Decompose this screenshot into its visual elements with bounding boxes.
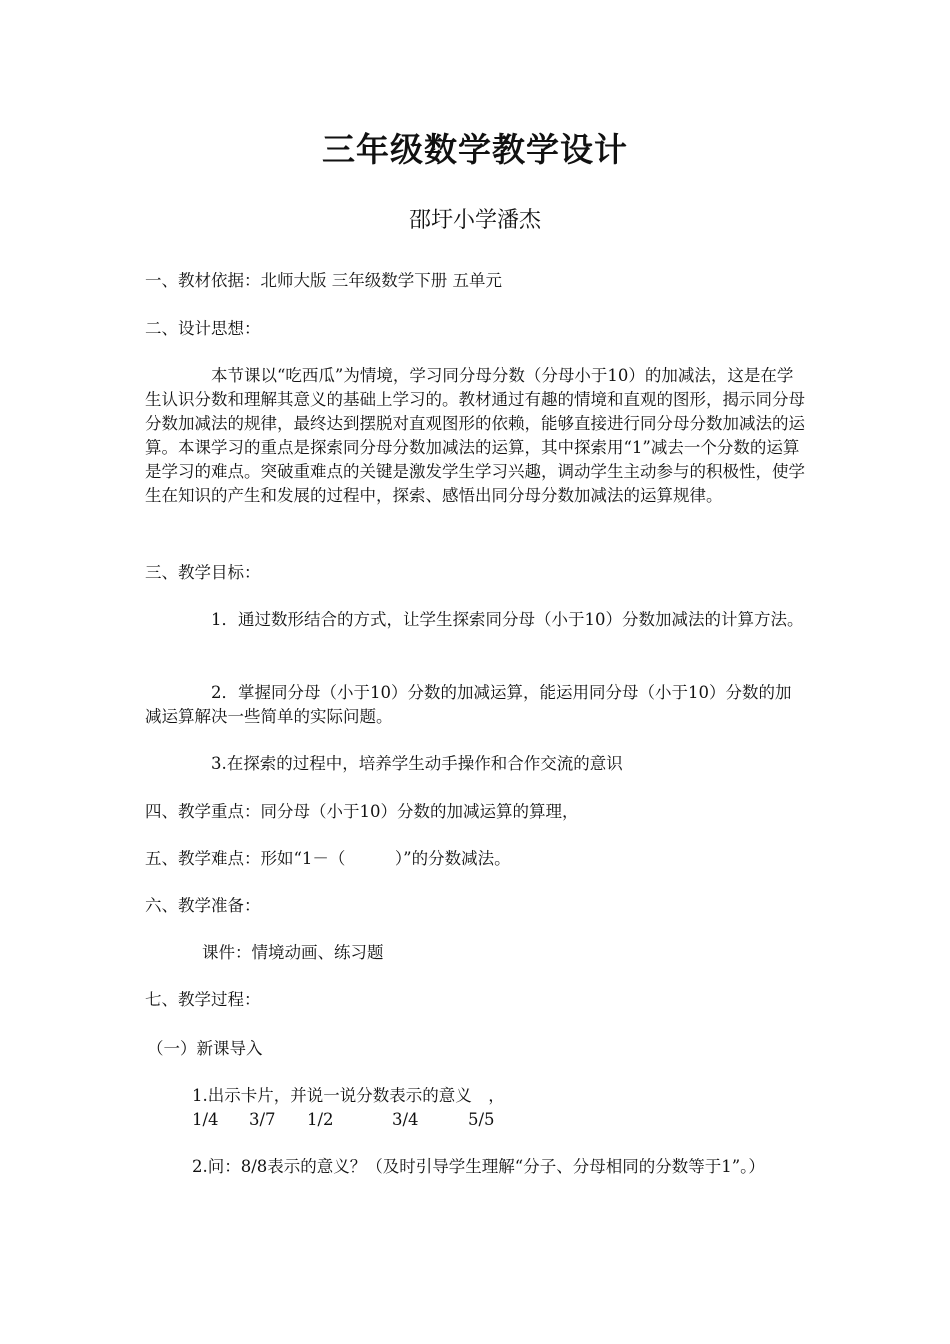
fraction-card: 5/5 bbox=[468, 1110, 495, 1129]
step-2-paragraph bbox=[145, 1155, 807, 1179]
document-title: 三年级数学教学设计 bbox=[322, 130, 628, 169]
section-key-points: 四、教学重点：同分母（小于10）分数的加减运算的算理， bbox=[145, 802, 579, 821]
fraction-cards-row bbox=[192, 1108, 854, 1132]
design-idea-text: 本节课以“吃西瓜”为情境，学习同分母分数（分母小于10）的加减法，这是在学生认识分数和理解其意义的基础上学习的。教材通过有趣的情境和直观的图形，揭示同分母分数加减法的规律，最终达到摆脱对直观图形的依赖，能够直接进行同分母分数加减法的运算。本课学习的重点是探索同分母分数加减法的运算，其中探索用“1”减去一个分数的运算是学习的难点。突破重难点的关键是激发学生学习兴趣，调动学生主动参与的积极性，使学生在知识的产生和发展的过程中，探索、感悟出同分母分数加减法的运算规律。 bbox=[145, 366, 805, 505]
preparation-paragraph bbox=[145, 941, 807, 965]
subsection-intro: （一）新课导入 bbox=[147, 1039, 263, 1058]
fraction-card: 1/2 bbox=[307, 1110, 334, 1129]
preparation-text: 课件：情境动画、练习题 bbox=[202, 943, 384, 962]
goal-3-paragraph bbox=[145, 752, 807, 776]
fraction-card: 1/4 bbox=[192, 1110, 219, 1129]
author-line: 邵圩小学潘杰 bbox=[408, 208, 541, 233]
goal-1-text: 1．通过数形结合的方式，让学生探索同分母（小于10）分数加减法的计算方法。 bbox=[211, 610, 804, 629]
section-design-idea-heading: 二、设计思想： bbox=[145, 319, 261, 338]
section-textbook-basis: 一、教材依据：北师大版 三年级数学下册 五单元 bbox=[145, 271, 502, 290]
step-1-text: 1.出示卡片，并说一说分数表示的意义 ， bbox=[192, 1086, 505, 1105]
design-idea-paragraph bbox=[145, 364, 807, 508]
fraction-card: 3/4 bbox=[392, 1110, 419, 1129]
goal-1-paragraph bbox=[145, 608, 807, 632]
step-2-text: 2.问：8/8表示的意义？（及时引导学生理解“分子、分母相同的分数等于1”。） bbox=[192, 1157, 765, 1176]
section-difficulty: 五、教学难点：形如“1－（ ）”的分数减法。 bbox=[145, 849, 511, 868]
goal-3-text: 3.在探索的过程中，培养学生动手操作和合作交流的意识 bbox=[211, 754, 623, 773]
section-goals-heading: 三、教学目标： bbox=[145, 563, 261, 582]
goal-2-paragraph bbox=[145, 681, 807, 729]
goal-2-text: 2．掌握同分母（小于10）分数的加减运算，能运用同分母（小于10）分数的加减运算解决一些简单的实际问题。 bbox=[145, 683, 792, 726]
step-1-paragraph bbox=[145, 1084, 807, 1108]
section-process-heading: 七、教学过程： bbox=[145, 990, 261, 1009]
section-preparation-heading: 六、教学准备： bbox=[145, 896, 261, 915]
fraction-card: 3/7 bbox=[249, 1110, 276, 1129]
